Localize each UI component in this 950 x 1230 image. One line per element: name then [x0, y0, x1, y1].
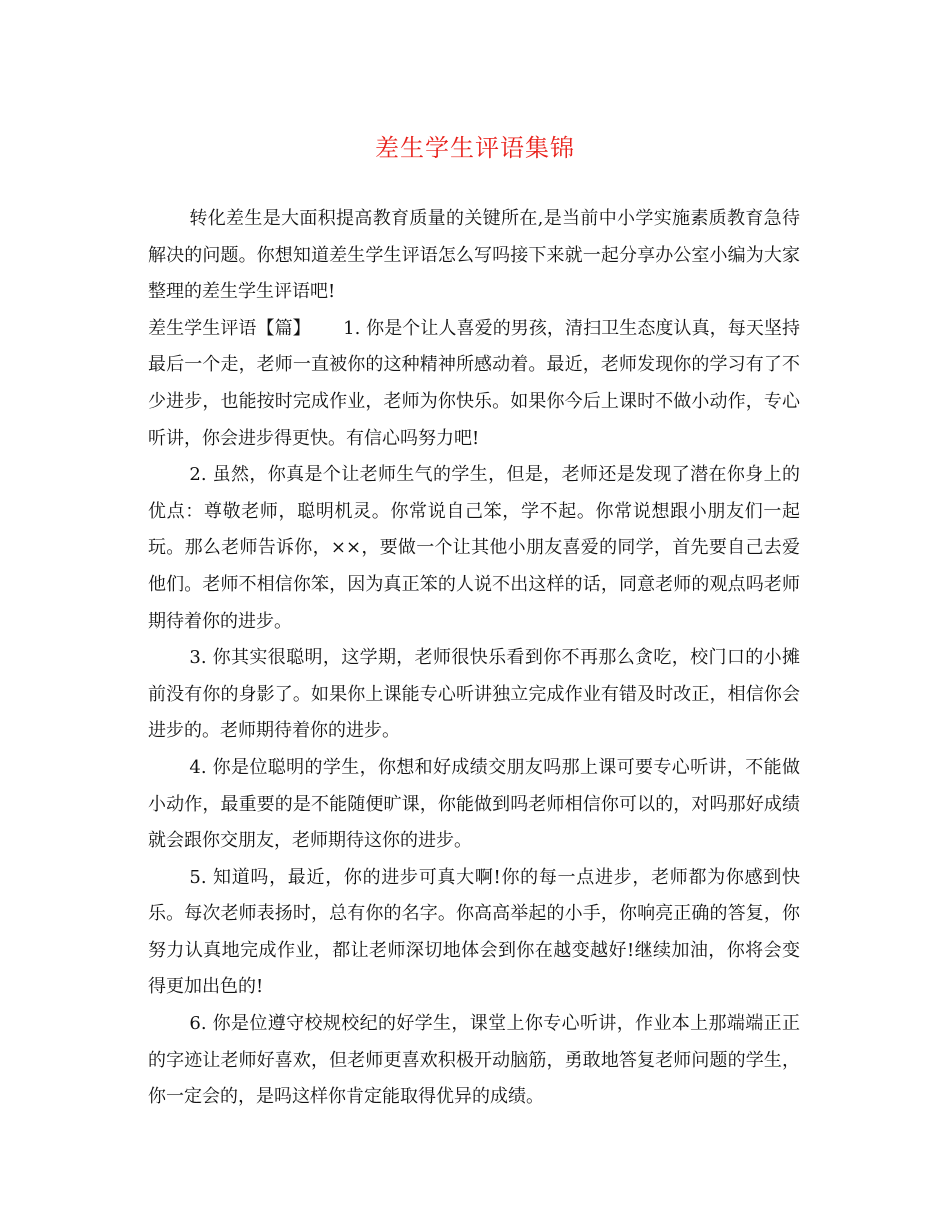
section-paragraph: [148, 311, 800, 457]
intro-paragraph: 转化差生是大面积提高教育质量的关键所在,是当前中小学实施素质教育急待解决的问题。你想知道差生学生评语怎么写吗接下来就一起分享办公室小编为大家整理的差生学生评语吧!: [148, 208, 800, 303]
document-body: [148, 201, 800, 1116]
comment-item-6: 6. 你是位遵守校规校纪的好学生，课堂上你专心听讲，作业本上那端端正正的字迹让老师好喜欢，但老师更喜欢积极开动脑筋，勇敢地答复老师问题的学生，你一定会的，是吗这样你肯定能取得优异的成绩。: [148, 1013, 800, 1108]
comment-item-3: 3. 你其实很聪明，这学期，老师很快乐看到你不再那么贪吃，校门口的小摊前没有你的身影了。如果你上课能专心听讲独立完成作业有错及时改正，相信你会进步的。老师期待着你的进步。: [148, 647, 800, 742]
document-title: 差生学生评语集锦: [375, 134, 575, 162]
comment-item-1: 1. 你是个让人喜爱的男孩，清扫卫生态度认真，每天坚持最后一个走，老师一直被你的这种精神所感动着。最近，老师发现你的学习有了不少进步，也能按时完成作业，老师为你快乐。如果你今后上课时不做小动作，专心听讲，你会进步得更快。有信心吗努力吧!: [148, 317, 800, 449]
comment-item-2: 2. 虽然，你真是个让老师生气的学生，但是，老师还是发现了潜在你身上的优点：尊敬老师，聪明机灵。你常说自己笨，学不起。你常说想跟小朋友们一起玩。那么老师告诉你，××，要做一个让其他小朋友喜爱的同学，首先要自己去爱他们。老师不相信你笨，因为真正笨的人说不出这样的话，同意老师的观点吗老师期待着你的进步。: [148, 464, 800, 632]
section-label: 差生学生评语【篇】: [148, 317, 311, 339]
comment-item-5: 5. 知道吗，最近，你的进步可真大啊!你的每一点进步，老师都为你感到快乐。每次老师表扬时，总有你的名字。你高高举起的小手，你响亮正确的答复，你努力认真地完成作业，都让老师深切地体会到你在越变越好!继续加油，你将会变得更加出色的!: [148, 866, 800, 998]
comment-item-4: 4. 你是位聪明的学生，你想和好成绩交朋友吗那上课可要专心听讲，不能做小动作，最重要的是不能随便旷课，你能做到吗老师相信你可以的，对吗那好成绩就会跟你交朋友，老师期待这你的进步。: [148, 756, 800, 852]
